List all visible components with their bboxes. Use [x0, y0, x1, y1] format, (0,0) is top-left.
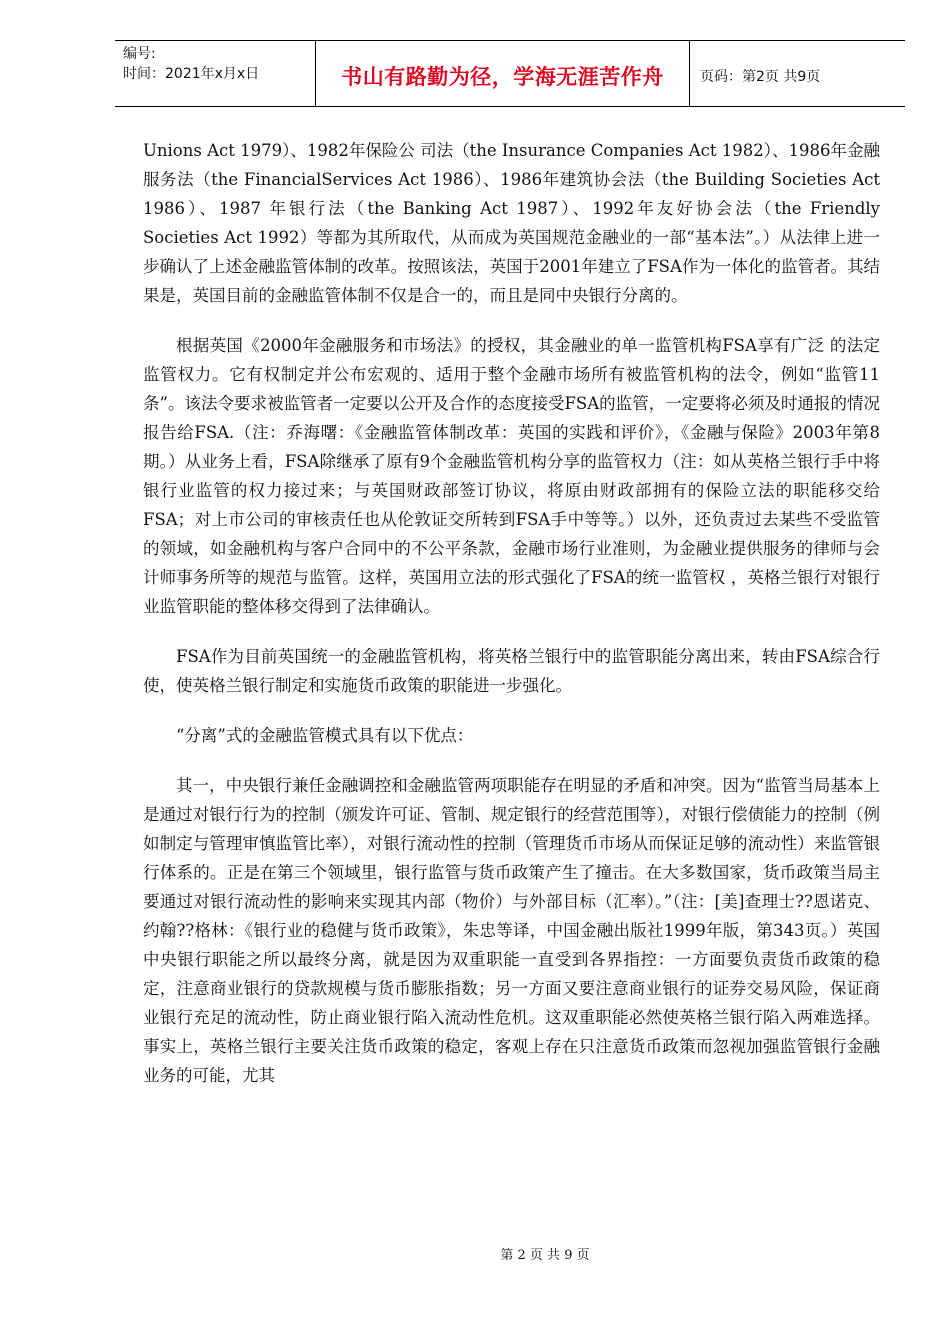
- paragraph-5: 其一，中央银行兼任金融调控和金融监管两项职能存在明显的矛盾和冲突。因为“监管当局基本上是通过对银行行为的控制（颁发许可证、管制、规定银行的经营范围等），对银行偿债能力的控制（例如制定与管理审慎监管比率），对银行流动性的控制（管理货币市场从而保证足够的流动性）来监管银行体系的。正是在第三个领域里，银行监管与货币政策产生了撞击。在大多数国家，货币政策当局主要通过对银行流动性的影响来实现其内部（物价）与外部目标（汇率）。”（注：[美]查理士??恩诺克、约翰??格林：《银行业的稳健与货币政策》，朱忠等译，中国金融出版社1999年版，第343页。）英国中央银行职能之所以最终分离，就是因为双重职能一直受到各界指控：一方面要负责货币政策的稳定，注意商业银行的贷款规模与货币膨胀指数；另一方面又要注意商业银行的证券交易风险，保证商业银行充足的流动性，防止商业银行陷入流动性危机。这双重职能必然使英格兰银行陷入两难选择。事实上，英格兰银行主要关注货币政策的稳定，客观上存在只注意货币政策而忽视加强监管银行金融业务的可能，尤其: [143, 776, 880, 1085]
- paragraph-4: “分离”式的金融监管模式具有以下优点：: [176, 726, 474, 745]
- paragraph-3: FSA作为目前英国统一的金融监管机构，将英格兰银行中的监管职能分离出来，转由FSA综合行使，使英格兰银行制定和实施货币政策的职能进一步强化。: [143, 647, 880, 695]
- page-header: [115, 40, 905, 107]
- document-number-label: 编号:: [123, 46, 156, 62]
- paragraph-2: 根据英国《2000年金融服务和市场法》的授权，其金融业的单一监管机构FSA享有广泛 的法定监管权力。它有权制定并公布宏观的、适用于整个金融市场所有被监管机构的法令，例如“监管11条”。该法令要求被监管者一定要以公开及合作的态度接受FSA的监管，一定要将必须及时通报的情况报告给FSA.（注：乔海曙：《金融监管体制改革：英国的实践和评价》，《金融与保险》2003年第8期。）从业务上看，FSA除继承了原有9个金融监管机构分享的监管权力（注：如从英格兰银行手中将银行业监管的权力接过来；与英国财政部签订协议，将原由财政部拥有的保险立法的职能移交给FSA；对上市公司的审核责任也从伦敦证交所转到FSA手中等等。）以外，还负责过去某些不受监管的领域，如金融机构与客户合同中的不公平条款，金融市场行业准则，为金融业提供服务的律师与会计师事务所等的规范与监管。这样，英国用立法的形式强化了FSA的统一监管权 ，英格兰银行对银行业监管职能的整体移交得到了法律确认。: [143, 336, 880, 616]
- header-page-label: 页码：第2页 共9页: [700, 68, 821, 85]
- document-time-label: 时间：2021年x月x日: [123, 66, 260, 82]
- page-footer: 第 2 页 共 9 页: [500, 1248, 590, 1263]
- header-meta: [115, 41, 316, 106]
- paragraph-1: Unions Act 1979）、1982年保险公 司法（the Insurance Companies Act 1982）、1986年金融服务法（the FinancialServices Act 1986）、1986年建筑协会法（the Building Societies Act 1986）、1987 年银行法（the Banking Act 1987）、1992年友好协会法（the Friendly Societies Act 1992）等都为其所取代，从而成为英国规范金融业的一部“基本法”。）从法律上进一步确认了上述金融监管体制的改革。按照该法，英国于2001年建立了FSA作为一体化的监管者。其结果是，英国目前的金融监管体制不仅是合一的，而且是同中央银行分离的。: [143, 141, 880, 305]
- document-body: [143, 136, 880, 1111]
- header-motto: 书山有路勤为径，学海无涯苦作舟: [316, 41, 690, 106]
